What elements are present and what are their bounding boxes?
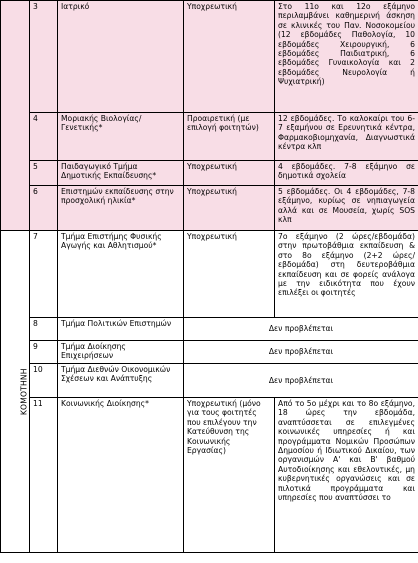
row-number: 3	[30, 1, 58, 113]
not-provided-note: Δεν προβλέπεται	[184, 341, 418, 364]
table-row	[1, 364, 418, 398]
not-provided-note: Δεν προβλέπεται	[184, 318, 418, 341]
row-number: 5	[30, 161, 58, 186]
department-name: Τμήμα Επιστήμης Φυσικής Αγωγής και Αθλητισμού*	[58, 231, 184, 318]
department-name: Μοριακής Βιολογίας/Γενετικής*	[58, 113, 184, 161]
region-label-alexandroupoli	[1, 1, 30, 231]
practice-description: 5 εβδομάδες. Οι 4 εβδομάδες, 7-8 εξάμηνο, κυρίως σε νηπιαγωγεία αλλά και σε Μουσεία, χωρίς SOS κλπ	[275, 186, 418, 231]
table-row	[1, 113, 418, 161]
practice-type: Υποχρεωτική	[184, 161, 275, 186]
practice-type: Προαιρετική (με επιλογή φοιτητών)	[184, 113, 275, 161]
practice-type: Υποχρεωτική (μόνο για τους φοιτητές που επιλέγουν την Κατεύθυνση της Κοινωνικής Εργασίας)	[184, 398, 275, 553]
row-number: 10	[30, 364, 58, 398]
table-row	[1, 341, 418, 364]
practice-description: Στο 11ο και 12ο εξάμηνο περιλαμβάνει καθημερινή άσκηση σε κλινικές του Παν. Νοσοκομείου (12 εβδομάδες Παθολογία, 10 εβδομάδες Χειρουργική, 6 εβδομάδες Παιδιατρική, 6 εβδομάδες Γυναικολογία και 2 εβδομάδες Νευρολογία ή Ψυχιατρική)	[275, 1, 418, 113]
department-name: Ιατρικό	[58, 1, 184, 113]
practice-description: 4 εβδομάδες. 7-8 εξάμηνο σε δημοτικά σχολεία	[275, 161, 418, 186]
department-name: Τμήμα Πολιτικών Επιστημών	[58, 318, 184, 341]
department-name: Επιστημών εκπαίδευσης στην προσχολική ηλικία*	[58, 186, 184, 231]
row-number: 4	[30, 113, 58, 161]
row-number: 8	[30, 318, 58, 341]
table-row	[1, 186, 418, 231]
department-name: Παιδαγωγικό Τμήμα Δημοτικής Εκπαίδευσης*	[58, 161, 184, 186]
table-row	[1, 318, 418, 341]
row-number: 9	[30, 341, 58, 364]
practice-type: Υποχρεωτική	[184, 1, 275, 113]
practice-description: Από το 5ο μέχρι και το 8ο εξάμηνο, 18 ώρες την εβδομάδα, αναπτύσσεται σε επιλεγμένες κοινωνικές υπηρεσίες ή και προγράμματα Νομικών Προσώπων Δημοσίου ή Ιδιωτικού Δικαίου, των οργανισμών Α' και Β' βαθμού Αυτοδιοίκησης και εθελοντικές, μη κυβερνητικές οργανώσεις και σε πιλοτικά προγράμματα και υπηρεσίες που αναπτύσσει το	[275, 398, 418, 553]
practice-description: 7ο εξάμηνο (2 ώρες/εβδομάδα) στην πρωτοβάθμια εκπαίδευση & στο 8ο εξάμηνο (2+2 ώρες/εβδομάδα) στη δευτεροβάθμια εκπαίδευση και σε φορείς ανάλογα με την ειδικότητα που έχουν επιλέξει οι φοιτητές	[275, 231, 418, 318]
practice-type: Υποχρεωτική	[184, 231, 275, 318]
row-number: 11	[30, 398, 58, 553]
table-row	[1, 398, 418, 553]
department-name: Τμήμα Διοίκησης Επιχειρήσεων	[58, 341, 184, 364]
region-label-komotini: ΚΟΜΟΤΗΝΗ	[1, 231, 30, 553]
department-name: Κοινωνικής Διοίκησης*	[58, 398, 184, 553]
practice-type: Υποχρεωτική	[184, 186, 275, 231]
table-row	[1, 231, 418, 318]
table-row	[1, 161, 418, 186]
row-number: 6	[30, 186, 58, 231]
row-number: 7	[30, 231, 58, 318]
table-row	[1, 1, 418, 113]
not-provided-note: Δεν προβλέπεται	[184, 364, 418, 398]
department-name: Τμήμα Διεθνών Οικονομικών Σχέσεων και Ανάπτυξης	[58, 364, 184, 398]
practice-description: 12 εβδομάδες. Το καλοκαίρι του 6-7 εξαμήνου σε Ερευνητικά κέντρα, Φαρμακοβιομηχανία, Διαγνωστικά κέντρα κλπ	[275, 113, 418, 161]
